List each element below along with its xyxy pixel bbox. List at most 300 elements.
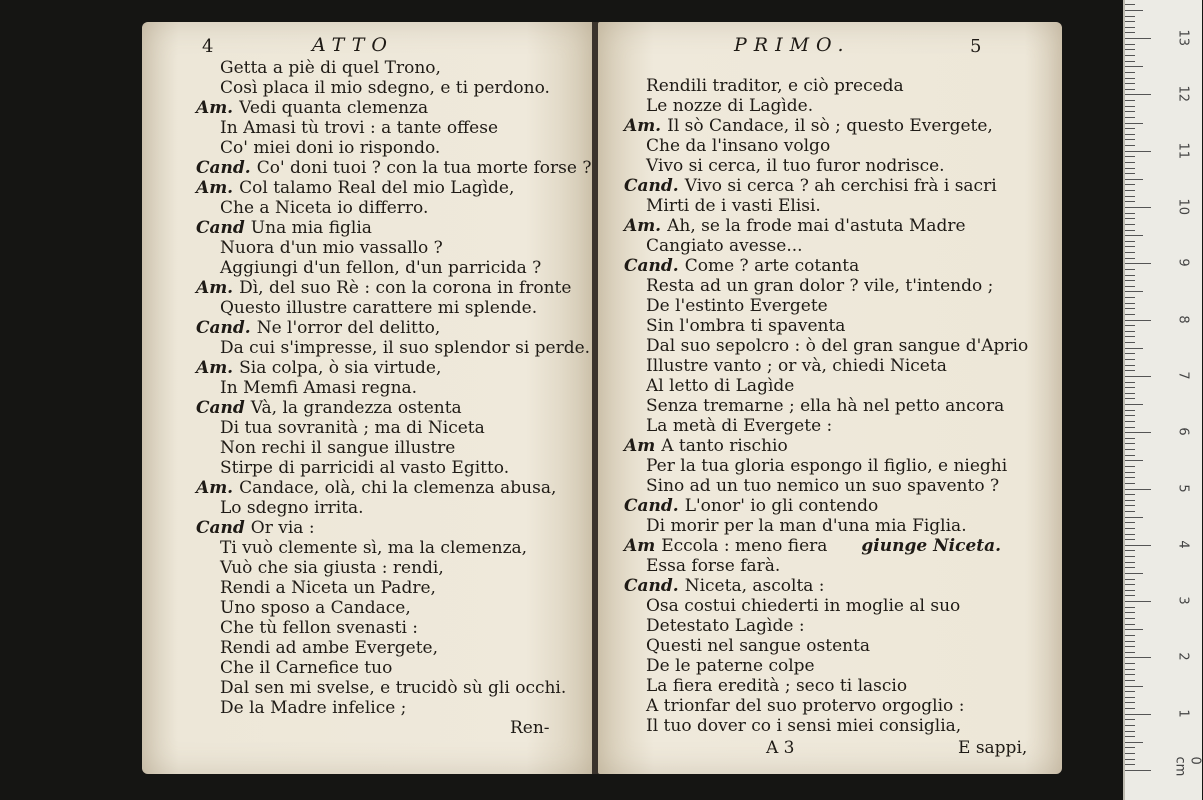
verse-text: Vedi quanta clemenza: [239, 98, 429, 118]
ruler-tick: [1125, 657, 1151, 658]
running-header: PRIMO.: [734, 34, 851, 56]
ruler-tick: [1125, 297, 1135, 298]
ruler-tick: [1125, 376, 1151, 377]
text-line: [220, 458, 509, 478]
book-spread: [142, 22, 1062, 774]
ruler-tick: [1125, 16, 1135, 17]
ruler-tick: [1125, 230, 1135, 231]
speaker-label: Cand: [196, 518, 245, 538]
text-line: [646, 196, 821, 216]
speaker-label: Cand: [196, 218, 245, 238]
ruler-tick: [1125, 123, 1143, 124]
verse-text: A tanto rischio: [661, 436, 788, 456]
speaker-label: Cand: [196, 398, 245, 418]
ruler-tick: [1125, 432, 1151, 433]
ruler-tick: [1125, 342, 1135, 343]
ruler-tick: [1125, 697, 1135, 698]
ruler-tick: [1125, 686, 1143, 687]
speaker-label: Cand.: [624, 496, 679, 516]
ruler-tick: [1125, 320, 1151, 321]
text-line: [646, 156, 945, 176]
ruler-tick: [1125, 691, 1135, 692]
verse-text: Rendi ad ambe Evergete,: [220, 638, 438, 658]
ruler-tick: [1125, 663, 1135, 664]
ruler-tick: [1125, 44, 1135, 45]
ruler-tick: [1125, 449, 1135, 450]
ruler-number: 4: [1175, 540, 1191, 549]
right-page: [598, 22, 1062, 774]
ruler-tick: [1125, 179, 1143, 180]
ruler-tick: [1125, 10, 1143, 11]
text-line: [220, 558, 444, 578]
verse-text: Dal suo sepolcro : ò del gran sangue d'Aprio: [646, 336, 1029, 356]
verse-text: Per la tua gloria espongo il figlio, e nieghi: [646, 456, 1008, 476]
text-line: [646, 76, 904, 96]
ruler-tick: [1125, 280, 1135, 281]
ruler-tick: [1125, 78, 1135, 79]
ruler-tick: [1125, 708, 1135, 709]
ruler-tick: [1125, 275, 1135, 276]
verse-text: Il tuo dover co i sensi miei consiglia,: [646, 716, 962, 736]
ruler-tick: [1125, 106, 1135, 107]
ruler-tick: [1125, 100, 1135, 101]
measuring-ruler: [1123, 0, 1202, 800]
ruler-tick: [1125, 725, 1135, 726]
ruler-tick: [1125, 27, 1135, 28]
verse-text: Senza tremarne ; ella hà nel petto ancora: [646, 396, 1005, 416]
ruler-tick: [1125, 719, 1135, 720]
verse-text: Vuò che sia giusta : rendi,: [220, 558, 444, 578]
ruler-number: 5: [1175, 483, 1191, 493]
verse-text: Il sò Candace, il sò ; questo Evergete,: [667, 116, 993, 136]
ruler-tick: [1125, 477, 1135, 478]
ruler-tick: [1125, 336, 1135, 337]
text-line: [220, 438, 455, 458]
ruler-tick: [1125, 168, 1135, 169]
verse-text: Sino ad un tuo nemico un suo spavento ?: [646, 476, 1000, 496]
speaker-label: Am.: [624, 216, 662, 236]
text-line: [646, 356, 947, 376]
ruler-tick: [1125, 736, 1135, 737]
text-line: [220, 538, 527, 558]
speaker-label: Am: [624, 536, 656, 556]
verse-text: La fiera eredità ; seco ti lascio: [646, 676, 908, 696]
ruler-number: 11: [1175, 142, 1191, 159]
ruler-tick: [1125, 162, 1135, 163]
text-line: [646, 716, 961, 736]
speaker-label: Cand.: [196, 158, 251, 178]
speaker-label: Am.: [196, 358, 234, 378]
text-line: [624, 116, 993, 136]
ruler-tick: [1125, 331, 1135, 332]
ruler-tick: [1125, 38, 1151, 39]
ruler-tick: [1125, 32, 1135, 33]
ruler-tick: [1125, 539, 1135, 540]
ruler-tick: [1125, 190, 1135, 191]
ruler-tick: [1125, 652, 1135, 653]
text-line: [196, 178, 514, 198]
ruler-tick: [1125, 66, 1143, 67]
ruler-tick: [1125, 21, 1135, 22]
text-line: [646, 376, 794, 396]
text-line: [624, 256, 859, 276]
text-line: [646, 596, 960, 616]
verse-text: Or via :: [250, 518, 315, 538]
verse-text: Cangiato avesse...: [646, 236, 803, 256]
verse-text: Al letto di Lagìde: [646, 376, 795, 396]
text-line: [646, 636, 870, 656]
ruler-tick: [1125, 472, 1135, 473]
speaker-label: Am.: [196, 478, 234, 498]
ruler-tick: [1125, 398, 1135, 399]
ruler-tick: [1125, 629, 1143, 630]
ruler-tick: [1125, 134, 1135, 135]
text-line: [196, 358, 441, 378]
ruler-tick: [1125, 218, 1135, 219]
text-line: [220, 378, 417, 398]
text-line: [624, 576, 825, 596]
text-line: [220, 258, 541, 278]
verse-text: Così placa il mio sdegno, e ti perdono.: [220, 78, 550, 98]
ruler-tick: [1125, 567, 1135, 568]
text-line: [196, 398, 462, 418]
verse-text: Aggiungi d'un fellon, d'un parricida ?: [220, 258, 542, 278]
verse-text: Dì, del suo Rè : con la corona in fronte: [239, 278, 572, 298]
ruler-tick: [1125, 511, 1135, 512]
text-line: [646, 456, 1007, 476]
ruler-tick: [1125, 269, 1135, 270]
speaker-label: Cand.: [624, 256, 679, 276]
ruler-tick: [1125, 252, 1135, 253]
ruler-number: 7: [1175, 371, 1191, 380]
verse-text: In Amasi tù trovi : a tante offese: [220, 118, 499, 138]
verse-text: Vivo si cerca ? ah cerchisi frà i sacri: [684, 176, 997, 196]
ruler-tick: [1125, 742, 1143, 743]
speaker-label: Am.: [624, 116, 662, 136]
verse-text: Nuora d'un mio vassallo ?: [220, 238, 443, 258]
ruler-tick: [1125, 184, 1135, 185]
verse-text: In Memfi Amasi regna.: [220, 378, 418, 398]
ruler-number: 2: [1175, 652, 1191, 662]
ruler-tick: [1125, 618, 1135, 619]
ruler-number: 1: [1175, 709, 1191, 718]
text-line: [220, 618, 418, 638]
verse-text: Che a Niceta io differro.: [220, 198, 429, 218]
catchword: E sappi,: [958, 738, 1028, 758]
ruler-tick: [1125, 303, 1135, 304]
verse-text: Di morir per la man d'una mia Figlia.: [646, 516, 967, 536]
ruler-tick: [1125, 489, 1151, 490]
text-line: [196, 518, 315, 538]
verse-text: Sin l'ombra ti spaventa: [646, 316, 846, 336]
ruler-tick: [1125, 111, 1135, 112]
text-line: [196, 158, 591, 178]
text-line: [646, 676, 907, 696]
verse-text: Ti vuò clemente sì, ma la clemenza,: [220, 538, 528, 558]
ruler-tick: [1125, 494, 1135, 495]
ruler-tick: [1125, 263, 1151, 264]
ruler-tick: [1125, 438, 1135, 439]
ruler-number: 9: [1175, 258, 1191, 267]
ruler-tick: [1125, 607, 1135, 608]
ruler-tick: [1125, 669, 1135, 670]
verse-text: Và, la grandezza ostenta: [250, 398, 462, 418]
text-line: [196, 98, 428, 118]
verse-text: Che il Carnefice tuo: [220, 658, 393, 678]
ruler-number: 10: [1175, 198, 1191, 216]
ruler-tick: [1125, 483, 1135, 484]
ruler-tick: [1125, 500, 1135, 501]
stage-direction: giunge Niceta.: [861, 536, 1002, 556]
ruler-tick: [1125, 151, 1151, 152]
ruler-tick: [1125, 213, 1135, 214]
text-line: [646, 296, 828, 316]
verse-text: Ne l'orror del delitto,: [256, 318, 441, 338]
ruler-number: 8: [1175, 314, 1191, 324]
ruler-tick: [1125, 83, 1135, 84]
verse-text: Ah, se la frode mai d'astuta Madre: [667, 216, 966, 236]
ruler-tick: [1125, 562, 1135, 563]
ruler-tick: [1125, 641, 1135, 642]
text-line: [646, 476, 999, 496]
text-line: [220, 58, 441, 78]
ruler-tick: [1125, 764, 1135, 765]
text-line: [646, 616, 805, 636]
ruler-tick: [1125, 246, 1135, 247]
verse-text: Le nozze di Lagìde.: [646, 96, 814, 116]
ruler-tick: [1125, 731, 1135, 732]
verse-text: Da cui s'impresse, il suo splendor si perde.: [220, 338, 591, 358]
ruler-tick: [1125, 584, 1135, 585]
ruler-tick: [1125, 505, 1135, 506]
text-line: [624, 176, 997, 196]
ruler-tick: [1125, 556, 1135, 557]
text-line: [220, 578, 436, 598]
ruler-tick: [1125, 534, 1135, 535]
ruler-tick: [1125, 4, 1135, 5]
text-line: [646, 396, 1004, 416]
ruler-tick: [1125, 545, 1151, 546]
speaker-label: Am: [624, 436, 656, 456]
ruler-tick: [1125, 550, 1135, 551]
text-line: [220, 698, 406, 718]
verse-text: Che da l'insano volgo: [646, 136, 831, 156]
text-line: [220, 498, 364, 518]
text-line: [220, 658, 392, 678]
running-header: ATTO: [312, 34, 394, 56]
verse-text: Mirti de i vasti Elisi.: [646, 196, 821, 216]
speaker-label: Am.: [196, 178, 234, 198]
ruler-tick: [1125, 460, 1143, 461]
ruler-tick: [1125, 145, 1135, 146]
ruler-tick: [1125, 528, 1135, 529]
ruler-tick: [1125, 714, 1151, 715]
text-line: [196, 218, 372, 238]
verse-text: L'onor' io gli contendo: [684, 496, 879, 516]
text-line: [646, 316, 845, 336]
text-line: [624, 536, 1001, 556]
ruler-tick: [1125, 455, 1135, 456]
ruler-tick: [1125, 241, 1135, 242]
ruler-tick: [1125, 387, 1135, 388]
ruler-tick: [1125, 415, 1135, 416]
text-line: [646, 696, 964, 716]
ruler-tick: [1125, 590, 1135, 591]
verse-text: Rendi a Niceta un Padre,: [220, 578, 436, 598]
verse-text: Questi nel sangue ostenta: [646, 636, 871, 656]
ruler-tick: [1125, 770, 1151, 771]
verse-text: Co' doni tuoi ? con la tua morte forse ?: [256, 158, 592, 178]
ruler-tick: [1125, 353, 1135, 354]
ruler-tick: [1125, 466, 1135, 467]
verse-text: Resta ad un gran dolor ? vile, t'intendo ;: [646, 276, 994, 296]
ruler-tick: [1125, 410, 1135, 411]
ruler-tick: [1125, 612, 1135, 613]
verse-text: Vivo si cerca, il tuo furor nodrisce.: [646, 156, 945, 176]
ruler-tick: [1125, 235, 1143, 236]
text-line: [220, 238, 443, 258]
left-page: [142, 22, 594, 774]
speaker-label: Cand.: [624, 576, 679, 596]
verse-text: Stirpe di parricidi al vasto Egitto.: [220, 458, 510, 478]
verse-text: De le paterne colpe: [646, 656, 815, 676]
ruler-tick: [1125, 359, 1135, 360]
verse-text: La metà di Evergete :: [646, 416, 833, 436]
text-line: [196, 278, 571, 298]
ruler-tick: [1125, 224, 1135, 225]
ruler-tick: [1125, 89, 1135, 90]
ruler-tick: [1125, 139, 1135, 140]
ruler-tick: [1125, 421, 1135, 422]
ruler-tick: [1125, 601, 1151, 602]
text-line: [646, 236, 803, 256]
verse-text: Una mia figlia: [250, 218, 372, 238]
text-line: [646, 136, 830, 156]
ruler-tick: [1125, 173, 1135, 174]
ruler-number: 3: [1175, 596, 1191, 605]
ruler-tick: [1125, 325, 1135, 326]
page-number: 5: [970, 36, 982, 57]
verse-text: De la Madre infelice ;: [220, 698, 407, 718]
verse-text: Come ? arte cotanta: [684, 256, 860, 276]
ruler-tick: [1125, 128, 1135, 129]
ruler-unit-label: 0 cm: [1172, 756, 1203, 777]
ruler-tick: [1125, 382, 1135, 383]
text-line: [196, 478, 556, 498]
ruler-tick: [1125, 308, 1135, 309]
ruler-tick: [1125, 196, 1135, 197]
text-line: [220, 198, 428, 218]
verse-text: Essa forse farà.: [646, 556, 781, 576]
verse-text: Che tù fellon svenasti :: [220, 618, 419, 638]
verse-text: Getta a piè di quel Trono,: [220, 58, 441, 78]
verse-text: Illustre vanto ; or và, chiedi Niceta: [646, 356, 947, 376]
catchword: Ren-: [510, 718, 550, 738]
ruler-tick: [1125, 427, 1135, 428]
ruler-tick: [1125, 49, 1135, 50]
speaker-label: Am.: [196, 98, 234, 118]
ruler-tick: [1125, 286, 1135, 287]
text-line: [220, 678, 566, 698]
text-line: [220, 138, 440, 158]
verse-text: Co' miei doni io rispondo.: [220, 138, 441, 158]
text-line: [220, 418, 485, 438]
signature-mark: A 3: [766, 738, 795, 758]
ruler-tick: [1125, 522, 1135, 523]
ruler-tick: [1125, 759, 1135, 760]
ruler-tick: [1125, 635, 1135, 636]
ruler-tick: [1125, 94, 1151, 95]
ruler-number: 13: [1175, 29, 1191, 47]
text-line: [646, 556, 780, 576]
ruler-tick: [1125, 646, 1135, 647]
verse-text: Col talamo Real del mio Lagìde,: [239, 178, 515, 198]
ruler-tick: [1125, 393, 1135, 394]
text-line: [220, 118, 498, 138]
speaker-label: Cand.: [624, 176, 679, 196]
verse-text: Eccola : meno fiera: [661, 536, 828, 556]
ruler-tick: [1125, 201, 1135, 202]
ruler-tick: [1125, 680, 1135, 681]
text-line: [624, 436, 788, 456]
ruler-tick: [1125, 72, 1135, 73]
ruler-tick: [1125, 443, 1135, 444]
ruler-tick: [1125, 595, 1135, 596]
ruler-tick: [1125, 370, 1135, 371]
ruler-number: 12: [1175, 85, 1191, 103]
ruler-tick: [1125, 258, 1135, 259]
text-line: [646, 336, 1028, 356]
verse-text: De l'estinto Evergete: [646, 296, 828, 316]
verse-text: Rendili traditor, e ciò preceda: [646, 76, 904, 96]
ruler-tick: [1125, 702, 1135, 703]
text-line: [646, 96, 813, 116]
speaker-label: Cand.: [196, 318, 251, 338]
text-line: [196, 318, 440, 338]
verse-text: Dal sen mi svelse, e trucidò sù gli occhi.: [220, 678, 567, 698]
ruler-tick: [1125, 156, 1135, 157]
verse-text: Di tua sovranità ; ma di Niceta: [220, 418, 485, 438]
page-number: 4: [202, 36, 214, 57]
ruler-tick: [1125, 117, 1135, 118]
ruler-tick: [1125, 404, 1143, 405]
verse-text: Non rechi il sangue illustre: [220, 438, 456, 458]
ruler-tick: [1125, 291, 1143, 292]
ruler-tick: [1125, 747, 1135, 748]
verse-text: Candace, olà, chi la clemenza abusa,: [239, 478, 557, 498]
text-line: [646, 516, 967, 536]
ruler-tick: [1125, 207, 1151, 208]
verse-text: A trionfar del suo protervo orgoglio :: [646, 696, 965, 716]
speaker-label: Am.: [196, 278, 234, 298]
ruler-tick: [1125, 61, 1135, 62]
text-line: [220, 78, 550, 98]
verse-text: Lo sdegno irrita.: [220, 498, 364, 518]
verse-text: Uno sposo a Candace,: [220, 598, 411, 618]
text-line: [646, 416, 832, 436]
ruler-tick: [1125, 55, 1135, 56]
ruler-number: 6: [1175, 427, 1191, 436]
text-line: [220, 298, 537, 318]
text-line: [220, 638, 438, 658]
ruler-tick: [1125, 674, 1135, 675]
verse-text: Niceta, ascolta :: [684, 576, 825, 596]
verse-text: Detestato Lagìde :: [646, 616, 805, 636]
ruler-tick: [1125, 314, 1135, 315]
verse-text: Osa costui chiederti in moglie al suo: [646, 596, 961, 616]
verse-text: Questo illustre carattere mi splende.: [220, 298, 538, 318]
ruler-tick: [1125, 573, 1143, 574]
